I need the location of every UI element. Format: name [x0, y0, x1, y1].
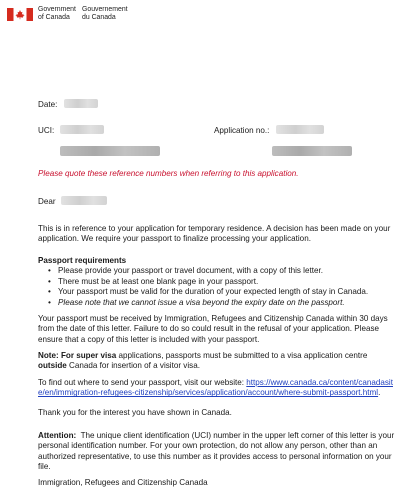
super-visa-text: super visa — [76, 351, 117, 360]
government-fr-wordmark: Gouvernement du Canada — [82, 6, 128, 22]
reference-barcode-left-redacted — [60, 146, 160, 156]
thanks-paragraph: Thank you for the interest you have shown in Canada. — [38, 408, 232, 417]
where-submit-passport-link[interactable]: https://www.canada.ca/content/canadasite/en/immigration-refugees-citizenship/services/application/account/where-submit-passport.html — [38, 378, 393, 398]
intro-paragraph: This is in reference to your application for temporary residence. A decision has been made on your application. We require your passport to finalize processing your application. — [38, 224, 391, 244]
date-value-redacted — [64, 99, 98, 108]
note-paragraph: Note: For super visa applications, passports must be submitted to a visa application centre outside Canada for insertion of a visitor visa. — [38, 351, 368, 371]
application-row — [214, 125, 324, 136]
reference-note: Please quote these reference numbers when referring to this application. — [38, 169, 299, 178]
uci-value-redacted — [60, 125, 104, 134]
requirements-list — [38, 266, 398, 308]
attention-paragraph: Attention: The unique client identification (UCI) number in the upper left corner of this letter is your personal identification number. For your own protection, do not allow any person, other than an authorized representative, to use this number as it provides access to personal information on your file. — [38, 431, 395, 472]
find-out-paragraph: To find out where to send your passport, visit our website: https://www.canada.ca/content/canadasite/en/immigration-refugees-citizenship/services/application/account/where-submit-passport.html. — [38, 378, 393, 398]
salutation-row — [38, 196, 107, 207]
list-item: • Please provide your passport or travel document, with a copy of this letter. — [38, 266, 398, 276]
application-label: Application no.: — [214, 126, 270, 135]
receipt-paragraph: Your passport must be received by Immigration, Refugees and Citizenship Canada within 30 days from the date of this letter. Failure to do so could result in the refusal of your application. Please ensure that a copy of this letter is included with your passport. — [38, 314, 388, 344]
uci-row — [38, 125, 104, 136]
list-item: • Your passport must be valid for the duration of your expected length of stay in Canada. — [38, 287, 398, 297]
canada-flag-icon — [7, 8, 33, 21]
uci-label: UCI: — [38, 126, 55, 135]
recipient-name-redacted — [61, 196, 107, 205]
reference-barcode-right-redacted — [272, 146, 352, 156]
list-item-expiry-note: • Please note that we cannot issue a visa beyond the expiry date on the passport. — [38, 298, 398, 308]
government-en-wordmark: Government of Canada — [38, 6, 76, 22]
date-label: Date: — [38, 100, 58, 109]
passport-requirements — [38, 256, 398, 308]
signature: Immigration, Refugees and Citizenship Canada — [38, 478, 208, 487]
note-label: Note: — [38, 351, 59, 360]
list-item: • There must be at least one blank page in your passport. — [38, 277, 398, 287]
date-row — [38, 99, 98, 110]
application-value-redacted — [276, 125, 324, 134]
outside-text: outside — [38, 361, 67, 371]
attention-label: Attention: — [38, 431, 77, 440]
salutation: Dear — [38, 197, 56, 206]
requirements-heading: Passport requirements — [38, 256, 127, 265]
